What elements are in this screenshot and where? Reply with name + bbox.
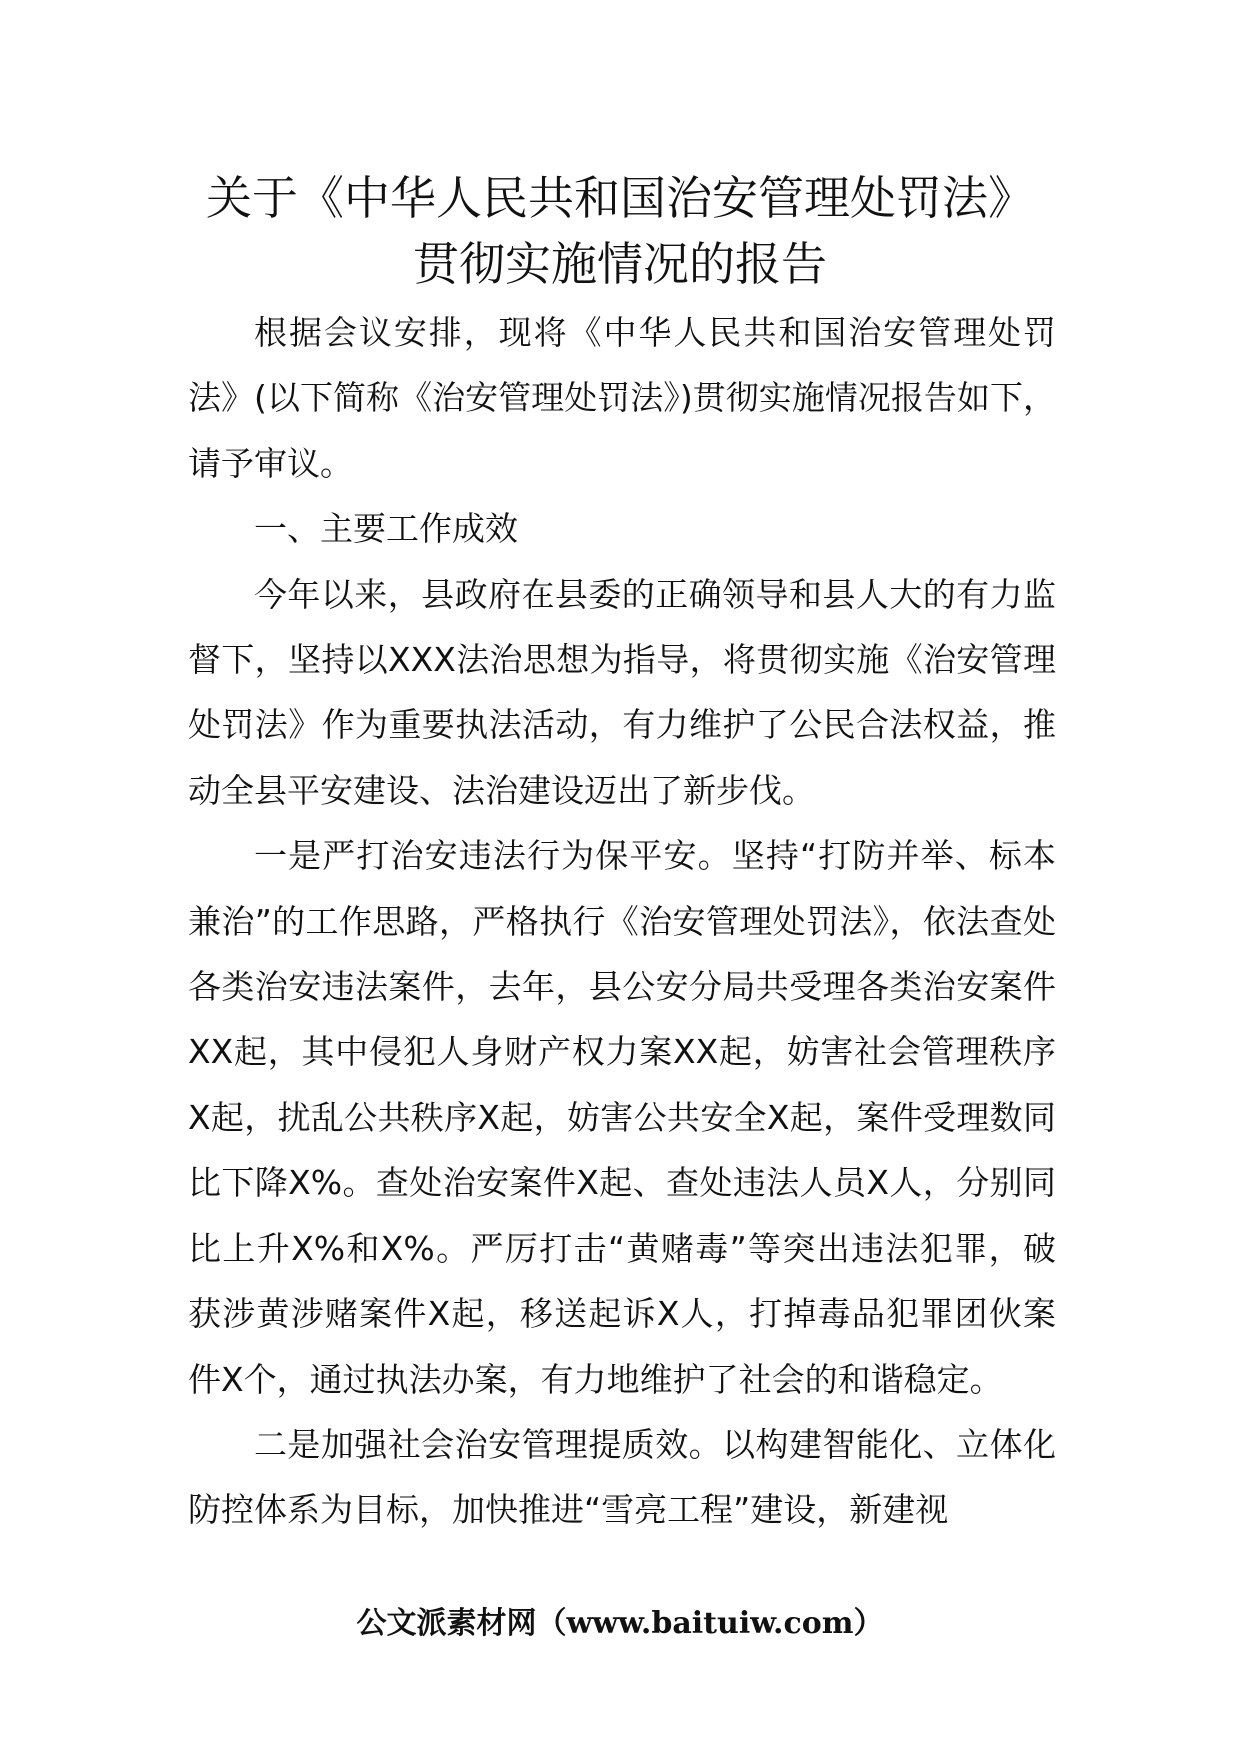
paragraph-intro: 根据会议安排，现将《中华人民共和国治安管理处罚法》(以下简称《治安管理处罚法》)贯彻实施情况报告如下，请予审议。 (188, 313, 1056, 483)
document-title-line-1: 关于《中华人民共和国治安管理处罚法》 (206, 171, 1034, 225)
section-heading-main-achievements: 一、主要工作成效 (254, 509, 518, 549)
paragraph-overview: 今年以来，县政府在县委的正确领导和县人大的有力监督下，坚持以XXX法治思想为指导，将贯彻实施《治安管理处罚法》作为重要执法活动，有力维护了公民合法权益，推动全县平安建设、法治建设迈出了新步伐。 (188, 574, 1056, 810)
footer-watermark: 公文派素材网（www.baituiw.com） (356, 1606, 884, 1641)
document-body (188, 300, 1056, 1543)
paragraph-point-one: 一是严打治安违法行为保平安。坚持“打防并举、标本兼治”的工作思路，严格执行《治安管理处罚法》，依法查处各类治安违法案件，去年，县公安分局共受理各类治安案件XX起，其中侵犯人身财产权力案XX起，妨害社会管理秩序X起，扰乱公共秩序X起，妨害公共安全X起，案件受理数同比下降X%。查处治安案件X起、查处违法人员X人，分别同比上升X%和X%。严厉打击“黄赌毒”等突出违法犯罪，破获涉黄涉赌案件X起，移送起诉X人，打掉毒品犯罪团伙案件X个，通过执法办案，有力地维护了社会的和谐稳定。 (188, 836, 1056, 1399)
paragraph-point-two: 二是加强社会治安管理提质效。以构建智能化、立体化防控体系为目标，加快推进“雪亮工程”建设，新建视 (188, 1424, 1056, 1530)
document-title-line-2: 贯彻实施情况的报告 (413, 237, 827, 291)
